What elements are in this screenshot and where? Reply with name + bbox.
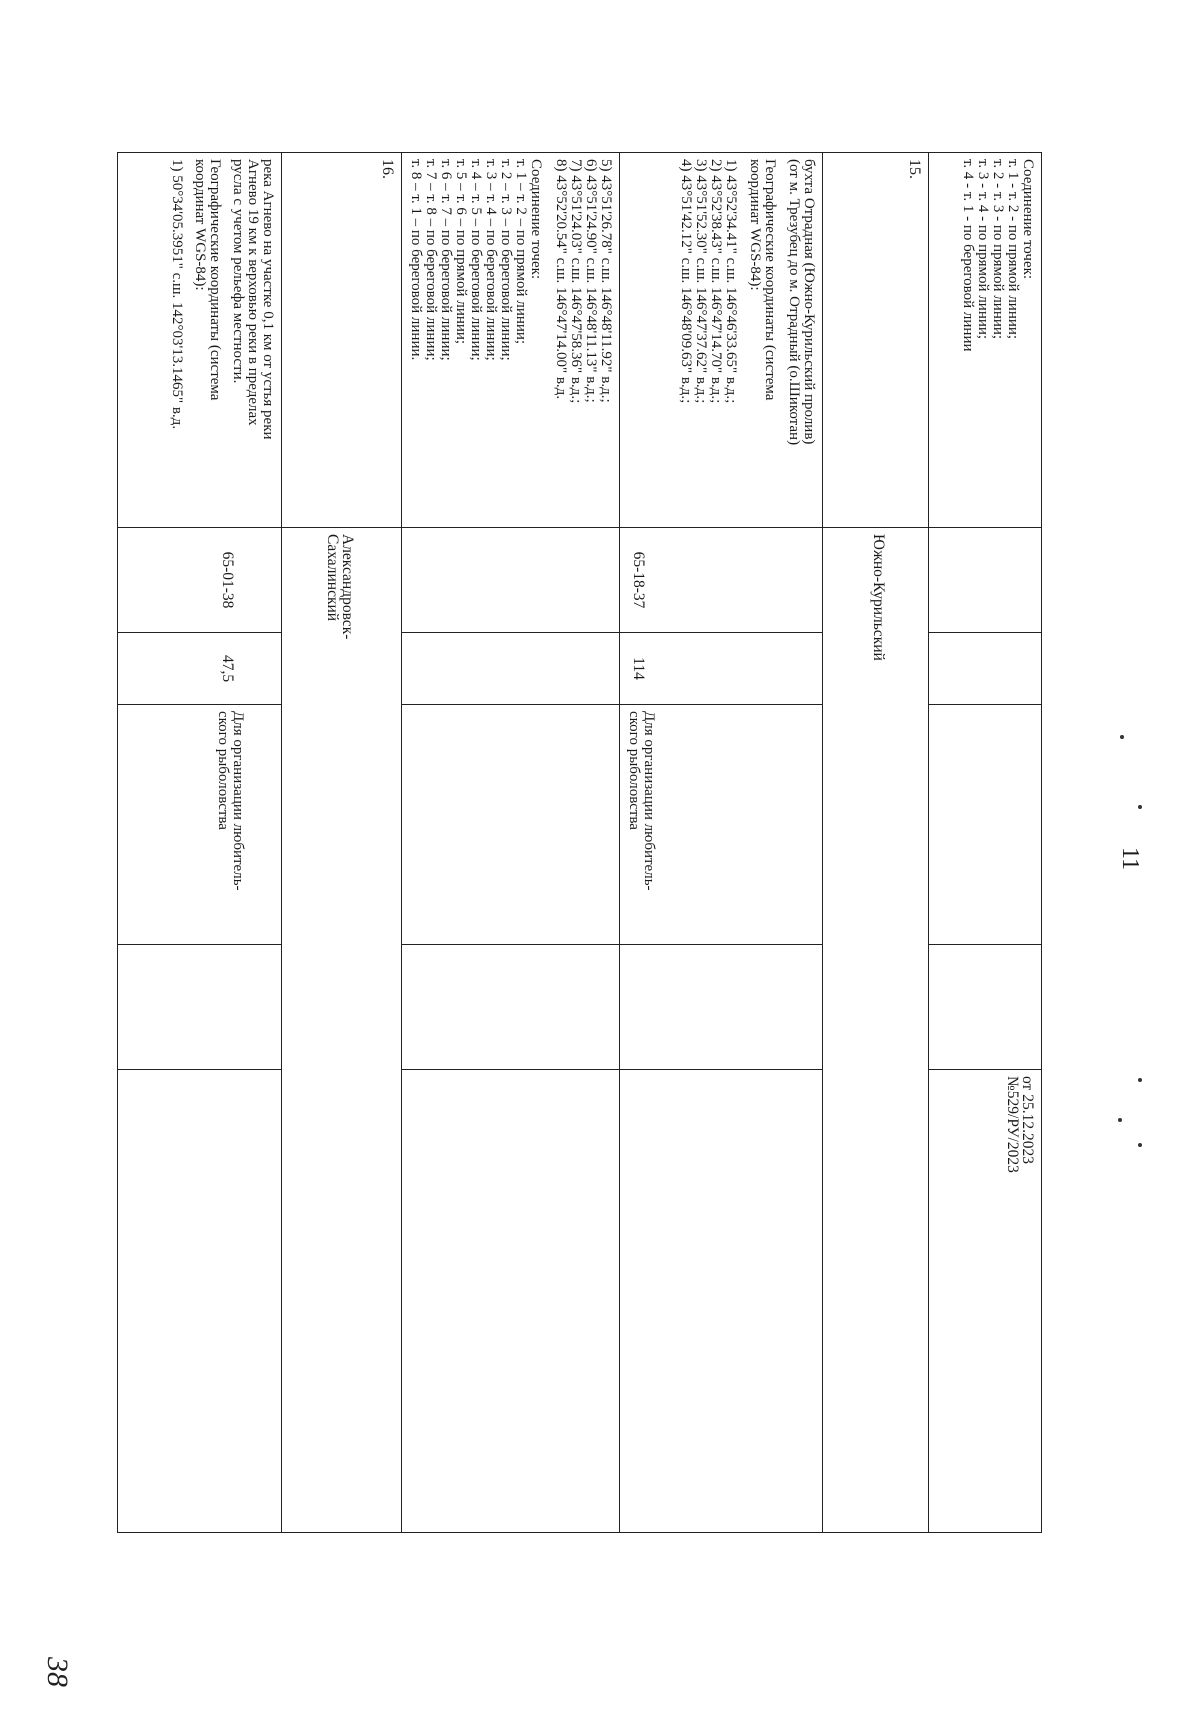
row16-desc-line: русла с учетом рельефа местности. xyxy=(230,159,246,384)
row16-code: 65-01-38 xyxy=(219,551,236,609)
continuation-area-cell xyxy=(929,153,1042,528)
scan-speck xyxy=(1118,1118,1122,1122)
row15-connection: Соединение точек: xyxy=(528,159,544,280)
connection-line: т. 3 - т. 4 - по прямой линии; xyxy=(975,159,991,340)
table-row-16 xyxy=(282,153,402,1533)
row15-district: Южно-Курильский xyxy=(870,534,887,661)
row16-district-line: Александровск- xyxy=(339,534,356,640)
row15-point: 7) 43°51'24.03" с.ш. 146°47'58.36" в.д.; xyxy=(568,159,584,404)
row16-desc-line: Агнево 19 км к верховью реки в пределах xyxy=(245,159,261,426)
scan-speck xyxy=(1120,735,1124,739)
row15-area-cont-cell xyxy=(402,153,620,528)
continuation-purpose-cell xyxy=(929,705,1042,945)
row15-connection: т. 5 – т. 6 – по прямой линии; xyxy=(453,159,469,345)
continuation-document-cell xyxy=(929,1070,1042,1533)
row15-point: 6) 43°51'24.90" с.ш. 146°48'11.13" в.д.; xyxy=(583,159,599,403)
table-row-15-header xyxy=(823,153,929,1533)
row15-geo-header: Географические координаты (система xyxy=(762,159,778,401)
continuation-code-cell xyxy=(929,528,1042,633)
table-row-continuation xyxy=(929,153,1042,1533)
scan-speck xyxy=(1138,1078,1142,1082)
table-row-16-area xyxy=(118,153,282,1533)
row15-code-cont-cell xyxy=(402,528,620,633)
row15-code-cell xyxy=(620,528,823,633)
row16-code-cell xyxy=(118,528,282,633)
row16-area-cell xyxy=(118,153,282,528)
row15-point: 3) 43°51'52.30" с.ш. 146°47'37.62" в.д.; xyxy=(693,159,709,404)
row15-purpose-cell xyxy=(620,705,823,945)
continuation-empty-cell xyxy=(929,945,1042,1070)
row16-purpose-cell xyxy=(118,705,282,945)
row15-code: 65-18-37 xyxy=(630,551,647,609)
row16-purpose-line: Для организации любитель- xyxy=(230,711,246,891)
row15-connection: т. 1 – т. 2 – по прямой линии; xyxy=(513,159,529,345)
table-row-15-area-cont xyxy=(402,153,620,1533)
row16-purpose-line: ского рыболовства xyxy=(215,711,231,830)
row15-area-size-cont-cell xyxy=(402,633,620,705)
row15-area-cell xyxy=(620,153,823,528)
table-row-15-area xyxy=(620,153,823,1533)
scan-speck xyxy=(1138,805,1142,809)
continuation-area-size-cell xyxy=(929,633,1042,705)
row16-desc-line: река Агнево на участке 0,1 км от устья реки xyxy=(260,159,276,440)
row15-geo-header: координат WGS-84): xyxy=(747,159,763,291)
connection-line: т. 4 - т. 1 - по береговой линии xyxy=(960,159,976,352)
row15-point: 5) 43°51'26.78" с.ш. 146°48'11.92" в.д.; xyxy=(598,159,614,403)
row15-connection: т. 4 – т. 5 – по береговой линии; xyxy=(468,159,484,361)
row15-purpose-line: Для организации любитель- xyxy=(641,711,657,891)
row16-number: 16. xyxy=(379,159,396,179)
row15-empty-cont-cell xyxy=(402,945,620,1070)
row15-number: 15. xyxy=(906,159,923,179)
row15-connection: т. 8 – т. 1 – по береговой линии. xyxy=(408,159,424,361)
row15-number-cell xyxy=(823,153,929,528)
rotated-page-content xyxy=(117,152,1042,1532)
row15-title-line: (от м. Трезубец до м. Отрадный (о.Шикотан) xyxy=(786,159,802,446)
handwritten-page-mark: 38 xyxy=(41,1657,74,1687)
row15-connection: т. 3 – т. 4 – по береговой линии; xyxy=(483,159,499,361)
row16-district-line: Сахалинский xyxy=(324,534,341,622)
row15-area-size: 114 xyxy=(630,657,647,680)
scan-speck xyxy=(1138,1143,1142,1147)
row15-connection: т. 6 – т. 7 – по береговой линии; xyxy=(438,159,454,361)
document-number: №529/РУ/2023 xyxy=(1004,1076,1021,1173)
row15-purpose-line: ского рыболовства xyxy=(626,711,642,830)
page-number: 11 xyxy=(1117,846,1144,871)
row15-connection: т. 2 – т. 3 – по береговой линии; xyxy=(498,159,514,361)
connection-line: т. 1 - т. 2 - по прямой линии; xyxy=(1005,159,1021,340)
connection-line: Соединение точек: xyxy=(1020,159,1036,280)
row15-point: 1) 43°52'34.41" с.ш. 146°46'33.65" в.д.; xyxy=(723,159,739,404)
row15-point: 4) 43°51'42.12" с.ш. 146°48'09.63" в.д.; xyxy=(678,159,694,404)
row16-geo-header: координат WGS-84): xyxy=(192,159,208,291)
connection-line: т. 2 - т. 3 - по прямой линии; xyxy=(990,159,1006,340)
row16-area-size: 47,5 xyxy=(219,654,236,683)
row15-purpose-cont-cell xyxy=(402,705,620,945)
row15-area-size-cell xyxy=(620,633,823,705)
document-date: от 25.12.2023 xyxy=(1019,1076,1036,1164)
row16-district-cell xyxy=(282,528,402,1533)
row15-document-cell xyxy=(620,1070,823,1533)
row16-number-cell xyxy=(282,153,402,528)
row16-document-cell xyxy=(118,1070,282,1533)
row15-empty-cell xyxy=(620,945,823,1070)
row16-empty-cell xyxy=(118,945,282,1070)
row16-point: 1) 50°34'05.3951" с.ш. 142°03'13.1465" в.д. xyxy=(169,159,185,430)
fishing-areas-table xyxy=(117,152,1042,1533)
row15-connection: т. 7 – т. 8 – по береговой линии; xyxy=(423,159,439,361)
row16-geo-header: Географические координаты (система xyxy=(207,159,223,401)
row15-district-cell xyxy=(823,528,929,1533)
row15-document-cont-cell xyxy=(402,1070,620,1533)
row15-title-line: бухта Отрадная (Южно-Курильский пролив) xyxy=(801,159,817,445)
row16-area-size-cell xyxy=(118,633,282,705)
row15-point: 2) 43°52'38.43" с.ш. 146°47'14.70" в.д.; xyxy=(708,159,724,404)
row15-point: 8) 43°52'20.54" с.ш. 146°47'14.00" в.д. xyxy=(553,159,569,400)
